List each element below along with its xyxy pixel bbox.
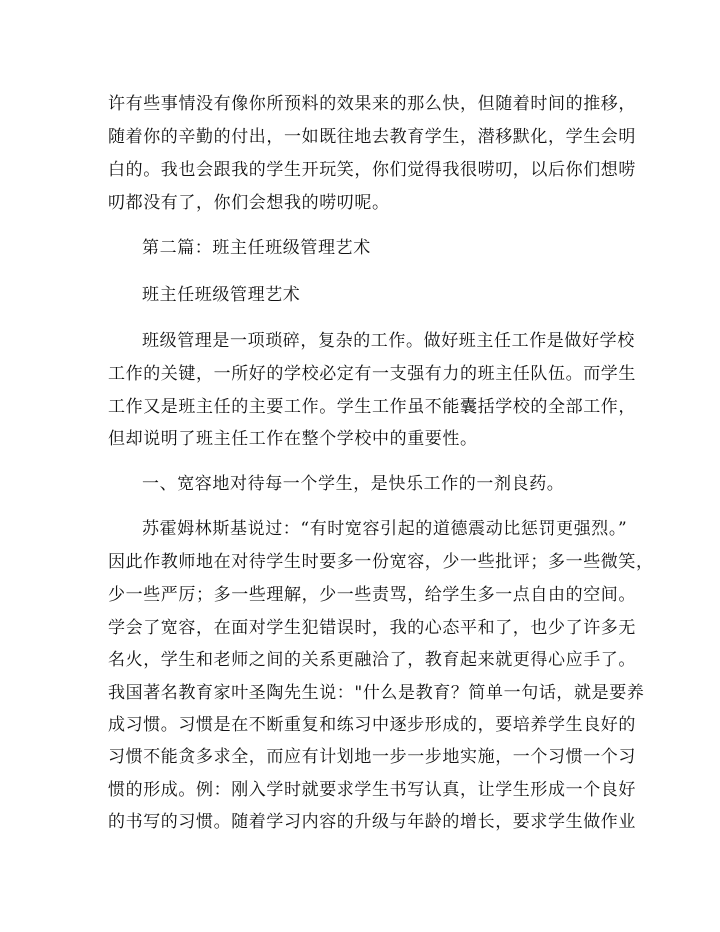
text-line: 工作又是班主任的主要工作。学生工作虽不能囊括学校的全部工作， xyxy=(108,397,636,417)
section-heading: 第二篇：班主任班级管理艺术 xyxy=(142,238,371,258)
text-line: 少一些严厉；多一些理解，少一些责骂，给学生多一点自由的空间。 xyxy=(108,585,636,605)
text-line: 成习惯。习惯是在不断重复和练习中逐步形成的，要培养学生良好的 xyxy=(108,715,636,735)
text-line: 工作的关键，一所好的学校必定有一支强有力的班主任队伍。而学生 xyxy=(108,364,636,384)
text-line: 我国著名教育家叶圣陶先生说："什么是教育？简单一句话，就是要养 xyxy=(108,683,645,703)
text-line: 惯的形成。例：刚入学时就要求学生书写认真，让学生形成一个良好 xyxy=(108,780,636,800)
point-heading: 一、宽容地对待每一个学生，是快乐工作的一剂良药。 xyxy=(142,474,565,494)
text-line: 学会了宽容，在面对学生犯错误时，我的心态平和了，也少了许多无 xyxy=(108,618,636,638)
text-line: 许有些事情没有像你所预料的效果来的那么快，但随着时间的推移， xyxy=(108,94,636,114)
text-line: 习惯不能贪多求全，而应有计划地一步一步地实施，一个习惯一个习 xyxy=(108,747,636,767)
text-line: 叨都没有了，你们会想我的唠叨呢。 xyxy=(108,193,390,213)
text-line: 随着你的辛勤的付出，一如既往地去教育学生，潜移默化，学生会明 xyxy=(108,127,636,147)
text-line: 白的。我也会跟我的学生开玩笑，你们觉得我很唠叨，以后你们想唠 xyxy=(108,160,636,180)
article-title: 班主任班级管理艺术 xyxy=(142,285,301,305)
text-line: 因此作教师地在对待学生时要多一份宽容，少一些批评；多一些微笑， xyxy=(108,552,654,572)
text-line: 但却说明了班主任工作在整个学校中的重要性。 xyxy=(108,429,478,449)
text-line: 名火，学生和老师之间的关系更融洽了，教育起来就更得心应手了。 xyxy=(108,650,636,670)
text-line: 苏霍姆林斯基说过：“有时宽容引起的道德震动比惩罚更强烈。” xyxy=(142,519,628,539)
text-line: 班级管理是一项琐碎，复杂的工作。做好班主任工作是做好学校 xyxy=(142,331,635,351)
text-line: 的书写的习惯。随着学习内容的升级与年龄的增长，要求学生做作业 xyxy=(108,812,636,832)
